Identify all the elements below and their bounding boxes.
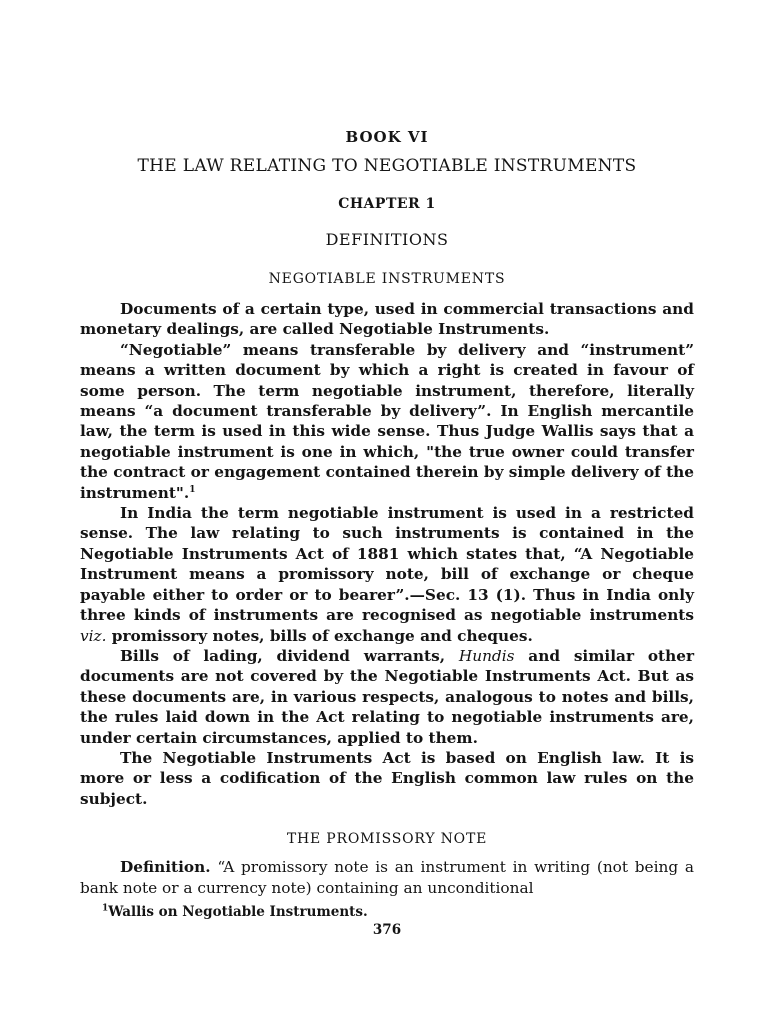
paragraph-4 [80, 646, 694, 748]
footnote [80, 904, 694, 920]
paragraph-4-end: and similar other documents are not covered by the Negotiable Instruments Act. But as these documents are, in various respects, analogous to notes and bills, the rules laid down in the Act relating to negotiable instruments are, under certain circumstances, applied to them. [80, 646, 695, 747]
page-title: THE LAW RELATING TO NEGOTIABLE INSTRUMENTS [137, 156, 637, 176]
paragraph-2 [80, 340, 694, 503]
section-heading: DEFINITIONS [325, 230, 449, 249]
subsection-heading-negotiable-instruments: NEGOTIABLE INSTRUMENTS [268, 271, 506, 287]
paragraph-5 [80, 748, 694, 809]
book-page [80, 128, 694, 938]
paragraph-1 [80, 299, 694, 340]
paragraph-3 [80, 503, 694, 646]
footnote-text: Wallis on Negotiable Instruments. [108, 903, 368, 920]
page-number: 376 [372, 921, 402, 938]
footnote-mark: 1 [102, 903, 109, 914]
chapter-heading: CHAPTER 1 [338, 196, 436, 212]
paragraph-2-text: “Negotiable” means transferable by delivery and “instrument” means a written document by which a right is created in favour of some person. The term negotiable instrument, therefore, literally means “a document transferable by delivery”. In English mercantile law, the term is used in this wide sense. Thus Judge Wallis says that a negotiable instrument is one in which, "the true owner could transfer the contract or engagement contained therein by simple delivery of the instrument". [80, 340, 694, 502]
definition-label: Definition. [120, 858, 211, 877]
paragraph-3-text: In India the term negotiable instrument is used in a restricted sense. The law relating to such instruments is contained in the Negotiable Instruments Act of 1881 which states that, “A Negotiable Instrument means a promissory note, bill of exchange or cheque payable either to order or to bearer”.—Sec. 13 (1). Thus in India only three kinds of instruments are recognised as negotiable instruments [80, 504, 694, 625]
definition-paragraph [80, 857, 694, 898]
paragraph-4-start: Bills of lading, dividend warrants, [120, 646, 446, 665]
subsection-heading-promissory-note: THE PROMISSORY NOTE [286, 831, 488, 848]
paragraph-1-text: Documents of a certain type, used in commercial transactions and monetary dealings, are called Negotiable Instruments. [80, 300, 694, 339]
paragraph-4-hundis: Hundis [458, 646, 515, 665]
paragraph-3-viz: viz. [80, 626, 107, 645]
book-heading: BOOK VI [345, 128, 429, 146]
definition-text: “A promissory note is an instrument in writing (not being a bank note or a currency note) containing an unconditional [80, 858, 695, 897]
paragraph-5-text: The Negotiable Instruments Act is based on English law. It is more or less a codification of the English common law rules on the subject. [80, 748, 694, 808]
footnote-reference: 1 [189, 484, 196, 495]
paragraph-3-end: promissory notes, bills of exchange and cheques. [111, 626, 533, 645]
